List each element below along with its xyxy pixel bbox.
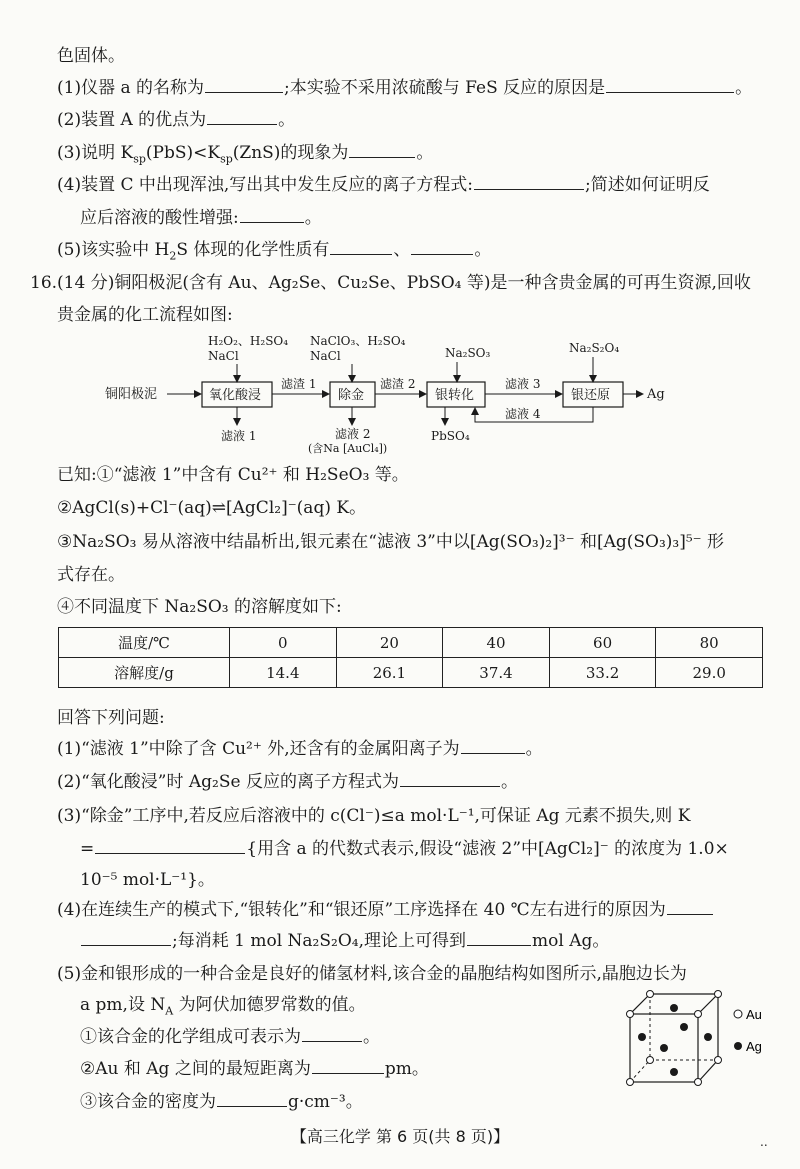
table-cell: 33.2 [549,658,656,688]
table-header: 温度/℃ [59,628,230,658]
known-3-cont: 式存在。 [57,565,125,585]
flow-label-2: 滤渣 2 [380,377,416,391]
page-footer: 【高三化学 第 6 页(共 8 页)】 [290,1127,510,1146]
q15-sub1: (1)仪器 a 的名称为 ;本实验不采用浓硫酸与 FeS 反应的原因是 。 [57,78,753,98]
q16-sub1: (1)“滤液 1”中除了含 Cu²⁺ 外,还含有的金属阳离子为 。 [57,739,543,759]
table-cell: 0 [230,628,337,658]
answer-blank[interactable] [95,837,245,854]
step-label-2: 除金 [338,388,365,403]
au-atom [647,1057,654,1064]
legend-ag-marker [734,1042,742,1050]
q16-sub3: (3)“除金”工序中,若反应后溶液中的 c(Cl⁻)≤a mol·L⁻¹,可保证 Ag 元素不损失,则 K [57,806,691,826]
answer-blank[interactable] [461,737,525,754]
answer-blank[interactable] [330,238,392,255]
table-row [59,628,763,658]
reagent-1-line1: H₂O₂、H₂SO₄ [208,334,289,348]
table-cell: 14.4 [230,658,337,688]
step-label-4: 银还原 [571,388,611,403]
q16-sub5-3: ③该合金的密度为 g·cm⁻³。 [80,1092,363,1112]
q15-sub4-cont: 应后溶液的酸性增强: 。 [80,208,322,228]
q16-sub4-cont: ;每消耗 1 mol Na₂S₂O₄,理论上可得到 mol Ag。 [80,929,609,953]
step-label-3: 银转化 [435,388,475,403]
solubility-table [58,627,763,688]
au-atom [695,1011,702,1018]
process-flowchart [105,330,705,455]
start-material: 铜阳极泥 [105,387,158,402]
table-cell: 40 [443,628,550,658]
q16-sub4: (4)在连续生产的模式下,“银转化”和“银还原”工序选择在 40 ℃左右进行的原因为 [57,898,714,922]
reagent-2-line2: NaCl [310,349,341,363]
corner-mark: .. [760,1135,768,1149]
flow-label-3: 滤液 3 [505,377,541,391]
legend-au-label: Au [746,1007,762,1022]
flow-label-1: 滤渣 1 [281,377,317,391]
table-cell: 37.4 [443,658,550,688]
table-cell: 60 [549,628,656,658]
known-4: ④不同温度下 Na₂SO₃ 的溶解度如下: [57,597,342,617]
q16-sub5-cont: a pm,设 $N_A$ 为阿伏加德罗常数的值。 [80,995,366,1018]
ag-atom [638,1033,646,1041]
answer-blank[interactable] [667,898,713,915]
product-label: Ag [647,387,665,402]
table-header: 溶解度/g [59,658,230,688]
known-1: 已知:①“滤液 1”中含有 Cu²⁺ 和 H₂SeO₃ 等。 [57,465,409,485]
reagent-1-line2: NaCl [208,349,239,363]
recycle-label: 滤液 4 [505,407,541,421]
step-label-1: 氧化酸浸 [209,388,262,403]
ag-atom [670,1004,678,1012]
ag-atom [704,1033,712,1041]
answer-blank[interactable] [205,76,283,93]
q16-stem: 16.(14 分)铜阳极泥(含有 Au、Ag₂Se、Cu₂Se、PbSO₄ 等)是一种含贵金属的可再生资源,回收 [30,273,751,293]
answer-blank[interactable] [349,141,415,158]
reagent-3: Na₂SO₃ [445,346,491,360]
ag-atom [680,1023,688,1031]
q16-sub5-2: ②Au 和 Ag 之间的最短距离为 pm。 [80,1059,429,1079]
legend-ag-label: Ag [746,1039,762,1054]
answer-blank[interactable] [606,76,734,93]
au-atom [715,1057,722,1064]
answer-blank[interactable] [312,1057,384,1074]
ag-atom [670,1068,678,1076]
unit-cell-diagram [620,990,780,1090]
au-atom [647,991,654,998]
output-label-2: 滤液 2 [335,427,371,441]
q15-sub5: (5)该实验中 $H_2S$ 体现的化学性质有 、 。 [57,240,492,263]
output-label-1: 滤液 1 [221,429,257,443]
q15-sub3: (3)说明 $K_{sp}(PbS)<K_{sp}(ZnS)$的现象为 。 [57,143,434,166]
table-cell: 20 [336,628,443,658]
au-atom [695,1079,702,1086]
answer-blank[interactable] [411,238,473,255]
q16-stem-cont: 贵金属的化工流程如图: [57,305,233,325]
answer-blank[interactable] [474,173,584,190]
au-atom [715,991,722,998]
answer-blank[interactable] [217,1090,287,1107]
q15-sub4: (4)装置 C 中出现浑浊,写出其中发生反应的离子方程式: ;简述如何证明反 [57,175,710,195]
reagent-4: Na₂S₂O₄ [569,341,620,355]
ag-atom [660,1044,668,1052]
answer-blank[interactable] [467,929,531,946]
legend-au-marker [734,1010,742,1018]
answer-prompt: 回答下列问题: [57,708,165,728]
q16-sub5: (5)金和银形成的一种合金是良好的储氢材料,该合金的晶胞结构如图所示,晶胞边长为 [57,964,687,984]
output-label-3: PbSO₄ [431,429,470,443]
answer-blank[interactable] [400,770,500,787]
table-cell: 80 [656,628,763,658]
q16-sub3-cont2: 10⁻⁵ mol·L⁻¹}。 [80,870,215,890]
known-2: ②AgCl(s)+Cl⁻(aq)⇌[AgCl₂]⁻(aq) K。 [57,498,367,518]
au-atom [627,1079,634,1086]
q16-sub5-1: ①该合金的化学组成可表示为 。 [80,1027,380,1047]
reagent-2-line1: NaClO₃、H₂SO₄ [310,334,406,348]
au-atom [627,1011,634,1018]
known-3: ③Na₂SO₃ 易从溶液中结晶析出,银元素在“滤液 3”中以[Ag(SO₃)₂]³⁻ 和[Ag(SO₃)₃]⁵⁻ 形 [57,532,725,552]
q15-sub2: (2)装置 A 的优点为 。 [57,110,296,130]
answer-blank[interactable] [207,108,277,125]
answer-blank[interactable] [302,1025,362,1042]
table-cell: 29.0 [656,658,763,688]
answer-blank[interactable] [81,929,171,946]
output-note-2: (含Na [AuCl₄]) [308,442,388,455]
q16-sub2: (2)“氧化酸浸”时 Ag₂Se 反应的离子方程式为 。 [57,772,518,792]
answer-blank[interactable] [240,206,304,223]
table-row [59,658,763,688]
q16-sub3-cont: = {用含 a 的代数式表示,假设“滤液 2”中[AgCl₂]⁻ 的浓度为 1.0× [80,839,729,859]
table-cell: 26.1 [336,658,443,688]
q15-intro-tail: 色固体。 [57,46,125,66]
